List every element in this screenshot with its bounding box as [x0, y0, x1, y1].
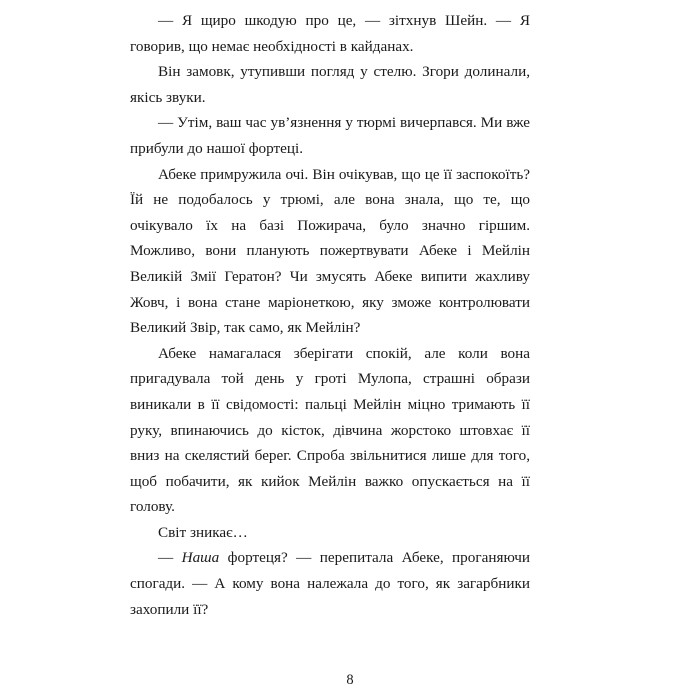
- paragraph: Він замовк, утупивши погляд у стелю. Згори долинали, якісь звуки.: [130, 63, 530, 106]
- page-number: 8: [346, 672, 354, 688]
- paragraph: Світ зникає…: [158, 523, 248, 541]
- plain-text: фортеця? — перепитала Абеке, проганяючи спогади. — А кому вона належала до того, як загарбники захопили її?: [130, 549, 530, 618]
- paragraph-with-emphasis: [130, 545, 530, 622]
- paragraph: — Я щиро шкодую про це, — зітхнув Шейн. — Я говорив, що немає необхідності в кайданах.: [130, 12, 530, 55]
- emphasis-text: Наша: [181, 549, 220, 567]
- paragraph: Абеке примружила очі. Він очікував, що це її заспокоїть? Їй не подобалось у трюмі, але вона знала, що те, що очікувало їх на базі Пожирача, було значно гіршим. Можливо, вони планують пожертвувати Абеке і Мейлін Великій Змії Гератон? Чи змусять Абеке випити жахливу Жовч, і вона стане маріонеткою, яку зможе контролювати Великий Звір, так само, як Мейлін?: [130, 165, 530, 337]
- paragraph: — Утім, ваш час ув’язнення у тюрмі вичерпався. Ми вже прибули до нашої фортеці.: [130, 114, 530, 157]
- body-text-column: [130, 8, 530, 622]
- plain-text: —: [158, 549, 182, 567]
- paragraph: Абеке намагалася зберігати спокій, але коли вона пригадувала той день у гроті Мулопа, страшні образи виникали в її свідомості: пальці Мейлін міцно тримають її руку, впинаючись до кісток, дівчина жорстоко штовхає її вниз на скелястий берег. Спроба звільнитися лише для того, щоб побачити, як кийок Мейлін важко опускається на її голову.: [130, 344, 530, 516]
